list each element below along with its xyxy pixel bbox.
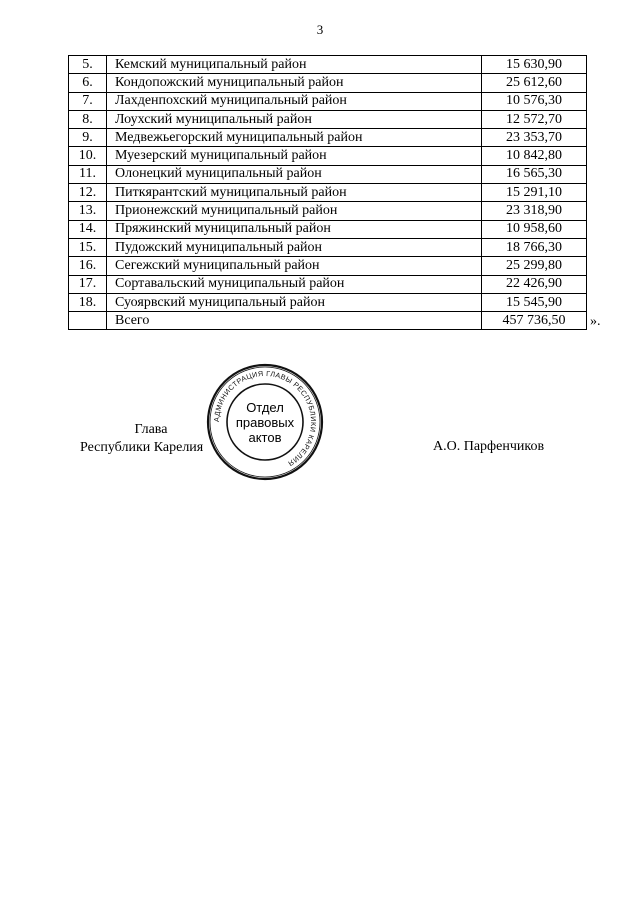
allocation-amount: 23 353,70 xyxy=(482,129,587,147)
district-name: Медвежьегорский муниципальный район xyxy=(107,129,482,147)
table-total-row xyxy=(69,312,587,330)
table-row xyxy=(69,257,587,275)
allocation-amount: 457 736,50 xyxy=(482,312,587,330)
table-row xyxy=(69,56,587,74)
row-number: 8. xyxy=(69,110,107,128)
row-number: 17. xyxy=(69,275,107,293)
table-row xyxy=(69,92,587,110)
stamp-center-text xyxy=(205,362,325,482)
stamp-line-1: Отдел xyxy=(246,399,284,415)
signatory-title: Глава xyxy=(134,422,168,437)
district-name: Пудожский муниципальный район xyxy=(107,238,482,256)
row-number: 14. xyxy=(69,220,107,238)
table-row xyxy=(69,184,587,202)
allocation-amount: 15 630,90 xyxy=(482,56,587,74)
table-row xyxy=(69,202,587,220)
district-name: Муезерский муниципальный район xyxy=(107,147,482,165)
row-number xyxy=(69,312,107,330)
table-row xyxy=(69,147,587,165)
district-name: Сортавальский муниципальный район xyxy=(107,275,482,293)
row-number: 6. xyxy=(69,74,107,92)
table-row xyxy=(69,110,587,128)
district-name: Пряжинский муниципальный район xyxy=(107,220,482,238)
signatory-region: Республики Карелия xyxy=(80,440,204,455)
stamp-line-3: актов xyxy=(248,429,282,445)
district-name: Суоярвский муниципальный район xyxy=(107,293,482,311)
district-name: Лахденпохский муниципальный район xyxy=(107,92,482,110)
allocation-table-body xyxy=(69,56,587,330)
allocation-table xyxy=(68,55,587,330)
table-row xyxy=(69,238,587,256)
row-number: 11. xyxy=(69,165,107,183)
row-number: 16. xyxy=(69,257,107,275)
row-number: 15. xyxy=(69,238,107,256)
table-row xyxy=(69,165,587,183)
row-number: 10. xyxy=(69,147,107,165)
district-name: Кондопожский муниципальный район xyxy=(107,74,482,92)
row-number: 18. xyxy=(69,293,107,311)
row-number: 12. xyxy=(69,184,107,202)
stamp-ring-text: АДМИНИСТРАЦИЯ ГЛАВЫ РЕСПУБЛИКИ КАРЕЛИЯ xyxy=(211,368,319,469)
district-name: Всего xyxy=(107,312,482,330)
table-row xyxy=(69,74,587,92)
allocation-amount: 25 299,80 xyxy=(482,257,587,275)
district-name: Лоухский муниципальный район xyxy=(107,110,482,128)
district-name: Кемский муниципальный район xyxy=(107,56,482,74)
allocation-amount: 22 426,90 xyxy=(482,275,587,293)
allocation-amount: 16 565,30 xyxy=(482,165,587,183)
row-number: 5. xyxy=(69,56,107,74)
district-name: Сегежский муниципальный район xyxy=(107,257,482,275)
allocation-amount: 15 291,10 xyxy=(482,184,587,202)
page-number: 3 xyxy=(316,22,324,37)
allocation-amount: 10 576,30 xyxy=(482,92,587,110)
row-number: 13. xyxy=(69,202,107,220)
table-row xyxy=(69,220,587,238)
table-row xyxy=(69,129,587,147)
closing-quote: ». xyxy=(590,314,601,329)
allocation-amount: 10 842,80 xyxy=(482,147,587,165)
row-number: 9. xyxy=(69,129,107,147)
signatory-name: А.О. Парфенчиков xyxy=(433,439,545,454)
district-name: Олонецкий муниципальный район xyxy=(107,165,482,183)
district-name: Прионежский муниципальный район xyxy=(107,202,482,220)
row-number: 7. xyxy=(69,92,107,110)
allocation-amount: 23 318,90 xyxy=(482,202,587,220)
allocation-amount: 10 958,60 xyxy=(482,220,587,238)
stamp-line-2: правовых xyxy=(235,414,295,430)
table-row xyxy=(69,293,587,311)
allocation-amount: 15 545,90 xyxy=(482,293,587,311)
allocation-amount: 25 612,60 xyxy=(482,74,587,92)
district-name: Питкярантский муниципальный район xyxy=(107,184,482,202)
allocation-amount: 18 766,30 xyxy=(482,238,587,256)
table-row xyxy=(69,275,587,293)
official-stamp xyxy=(205,362,325,482)
allocation-amount: 12 572,70 xyxy=(482,110,587,128)
